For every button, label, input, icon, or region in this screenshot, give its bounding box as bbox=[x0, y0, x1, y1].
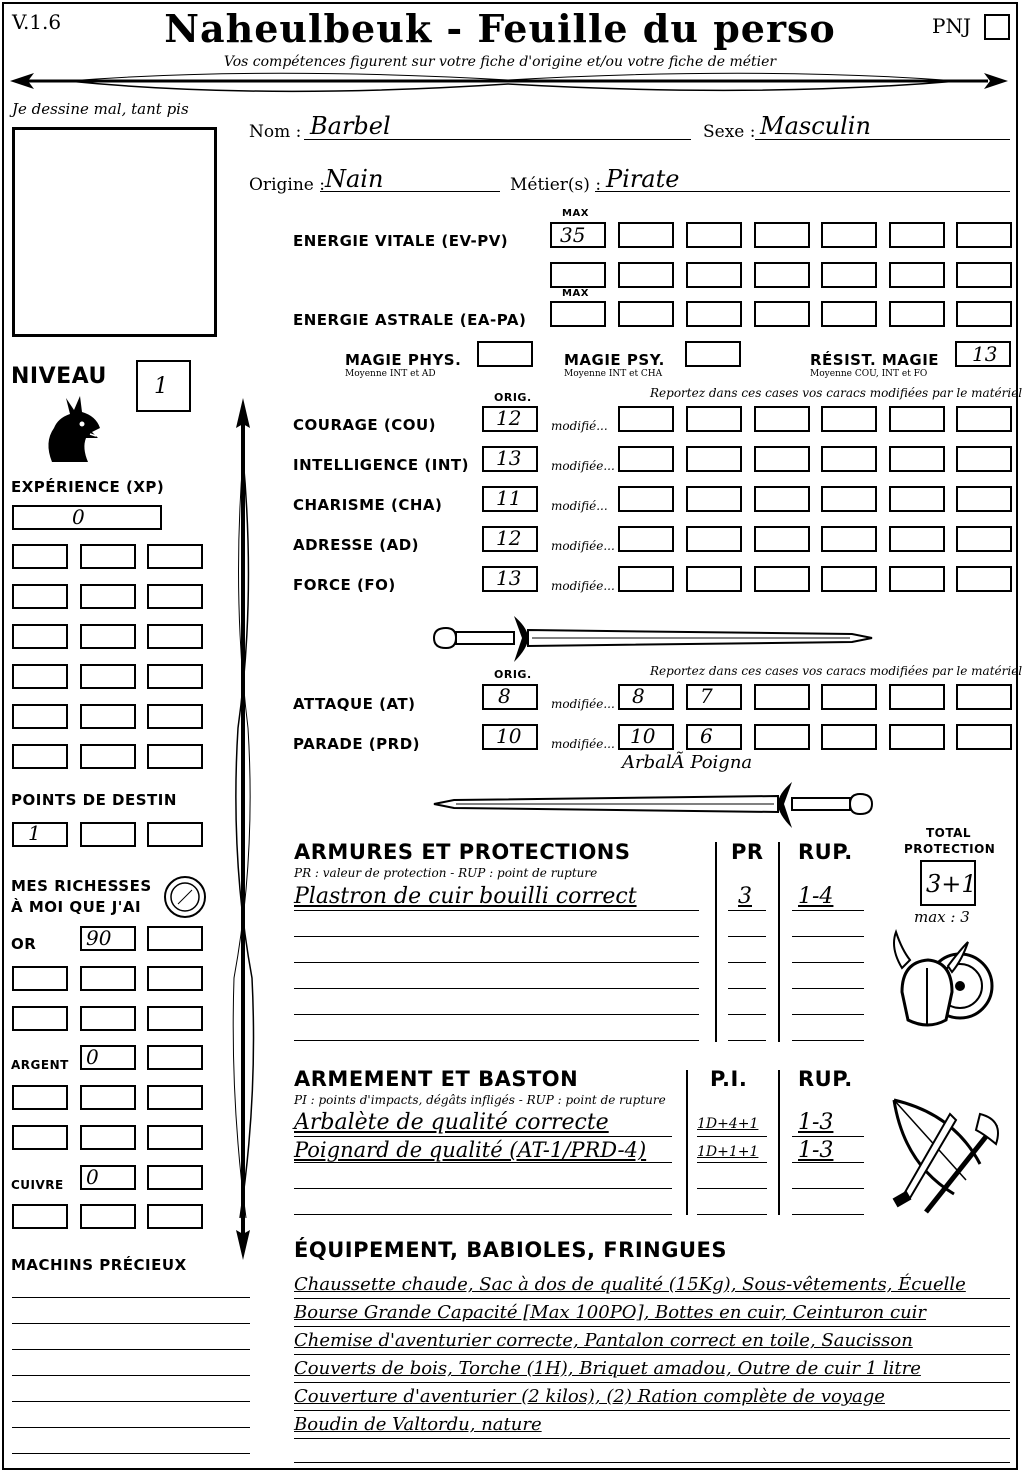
ea-box[interactable] bbox=[889, 301, 945, 327]
stat-mod-label: modifiée... bbox=[551, 459, 615, 473]
armement-title: ARMEMENT ET BASTON bbox=[294, 1067, 579, 1091]
armure-pr-line[interactable] bbox=[728, 1014, 766, 1015]
cuivre-box[interactable] bbox=[80, 1204, 136, 1229]
argent-value: 0 bbox=[86, 1045, 99, 1069]
ev-box[interactable] bbox=[821, 262, 877, 288]
stat-mod-box[interactable] bbox=[821, 566, 877, 592]
xp-box[interactable] bbox=[80, 664, 136, 689]
argent-label: ARGENT bbox=[11, 1058, 69, 1072]
armure-pr-line[interactable] bbox=[728, 1040, 766, 1041]
xp-box[interactable] bbox=[147, 704, 203, 729]
armure-note: PR : valeur de protection - RUP : point de rupture bbox=[294, 866, 598, 880]
armure-line[interactable] bbox=[294, 1040, 699, 1041]
combat-mod-box[interactable] bbox=[754, 684, 810, 710]
armement-pi-header: P.I. bbox=[710, 1067, 748, 1091]
cuivre-value: 0 bbox=[86, 1165, 99, 1189]
stat-label: FORCE (FO) bbox=[293, 576, 396, 594]
ea-box[interactable] bbox=[821, 301, 877, 327]
combat-mod-box[interactable] bbox=[618, 684, 674, 710]
stat-mod-box[interactable] bbox=[754, 486, 810, 512]
stats-note: Reportez dans ces cases vos caracs modifiées par le matériel bbox=[650, 386, 1023, 400]
stat-value: 13 bbox=[496, 446, 522, 470]
armement-col-divider bbox=[778, 1070, 780, 1215]
stat-value: 12 bbox=[496, 526, 522, 550]
portrait-caption: Je dessine mal, tant pis bbox=[12, 100, 189, 118]
prd-mod-value-2: 6 bbox=[700, 724, 713, 748]
armure-pr-line[interactable] bbox=[728, 910, 766, 911]
machins-line[interactable] bbox=[12, 1323, 250, 1324]
stat-mod-box[interactable] bbox=[754, 566, 810, 592]
magie-psy-label: MAGIE PSY. bbox=[564, 351, 665, 369]
portrait-box[interactable] bbox=[12, 127, 217, 337]
stat-mod-box[interactable] bbox=[686, 526, 742, 552]
prd-value: 10 bbox=[496, 724, 522, 748]
stat-mod-box[interactable] bbox=[686, 446, 742, 472]
ev-box[interactable] bbox=[821, 222, 877, 248]
armement-row-name[interactable]: Poignard de qualité (AT-1/PRD-4) bbox=[294, 1138, 647, 1162]
stat-mod-box[interactable] bbox=[686, 486, 742, 512]
xp-box[interactable] bbox=[80, 624, 136, 649]
armure-line[interactable] bbox=[294, 962, 699, 963]
equipement-underline[interactable] bbox=[294, 1438, 1010, 1439]
cuivre-label: CUIVRE bbox=[11, 1178, 64, 1192]
combat-orig-label: ORIG. bbox=[494, 668, 532, 681]
stat-label: ADRESSE (AD) bbox=[293, 536, 420, 554]
combat-mod-box[interactable] bbox=[956, 684, 1012, 710]
armure-col-divider bbox=[715, 842, 717, 1042]
combat-mod-box[interactable] bbox=[686, 724, 742, 750]
magie-psy-note: Moyenne INT et CHA bbox=[564, 369, 663, 379]
stat-mod-box[interactable] bbox=[956, 526, 1012, 552]
argent-box[interactable] bbox=[12, 1125, 68, 1150]
equipement-underline[interactable] bbox=[294, 1326, 1010, 1327]
armement-pi-line[interactable] bbox=[697, 1214, 767, 1215]
combat-mod-box[interactable] bbox=[956, 724, 1012, 750]
magie-phys-note: Moyenne INT et AD bbox=[345, 369, 436, 379]
xp-box[interactable] bbox=[80, 544, 136, 569]
armure-line[interactable] bbox=[294, 1014, 699, 1015]
armure-pr-line[interactable] bbox=[728, 936, 766, 937]
argent-box[interactable] bbox=[80, 1125, 136, 1150]
armure-line[interactable] bbox=[294, 910, 699, 911]
equipement-line[interactable]: Chaussette chaude, Sac à dos de qualité (15Kg), Sous-vêtements, Écuelle bbox=[294, 1274, 966, 1295]
armement-rup-line[interactable] bbox=[792, 1188, 864, 1189]
stat-mod-box[interactable] bbox=[618, 406, 674, 432]
xp-box[interactable] bbox=[147, 624, 203, 649]
armure-rup-header: RUP. bbox=[798, 840, 853, 864]
armement-line[interactable] bbox=[294, 1188, 672, 1189]
at-label: ATTAQUE (AT) bbox=[293, 695, 416, 713]
ev-box[interactable] bbox=[956, 222, 1012, 248]
ea-box[interactable] bbox=[956, 301, 1012, 327]
combat-mod-box[interactable] bbox=[821, 724, 877, 750]
equipement-underline[interactable] bbox=[294, 1382, 1010, 1383]
combat-mod-box[interactable] bbox=[889, 724, 945, 750]
stat-mod-box[interactable] bbox=[618, 486, 674, 512]
or-box[interactable] bbox=[80, 1006, 136, 1031]
argent-box[interactable] bbox=[80, 1085, 136, 1110]
armure-pr-header: PR bbox=[731, 840, 764, 864]
or-value: 90 bbox=[86, 926, 112, 950]
equipement-underline[interactable] bbox=[294, 1410, 1010, 1411]
xp-box[interactable] bbox=[147, 664, 203, 689]
stat-mod-box[interactable] bbox=[889, 566, 945, 592]
armement-rup-line[interactable] bbox=[792, 1136, 864, 1137]
combat-mod-box[interactable] bbox=[821, 684, 877, 710]
origine-underline bbox=[320, 191, 500, 192]
equipement-underline[interactable] bbox=[294, 1462, 1010, 1463]
stat-mod-box[interactable] bbox=[754, 526, 810, 552]
richesses-label-1: MES RICHESSES bbox=[11, 877, 152, 895]
machins-line[interactable] bbox=[12, 1349, 250, 1350]
sword-icon bbox=[432, 778, 874, 832]
xp-box[interactable] bbox=[147, 744, 203, 769]
total-protection-value: 3+1 bbox=[926, 870, 977, 898]
armure-rup-line[interactable] bbox=[792, 910, 864, 911]
or-label: OR bbox=[11, 935, 37, 953]
xp-box[interactable] bbox=[80, 744, 136, 769]
version-label: V.1.6 bbox=[12, 10, 62, 34]
dragon-icon bbox=[40, 392, 106, 464]
equipement-line[interactable]: Couverture d'aventurier (2 kilos), (2) Ration complète de voyage bbox=[294, 1386, 885, 1407]
ea-box[interactable] bbox=[686, 301, 742, 327]
xp-box[interactable] bbox=[12, 664, 68, 689]
armement-row-pi[interactable]: 1D+1+1 bbox=[697, 1144, 759, 1160]
stat-mod-box[interactable] bbox=[686, 566, 742, 592]
or-box[interactable] bbox=[147, 926, 203, 951]
combat-note: Reportez dans ces cases vos caracs modifiées par le matériel bbox=[650, 664, 1023, 678]
equipement-line[interactable]: Boudin de Valtordu, nature bbox=[294, 1414, 542, 1435]
stat-mod-box[interactable] bbox=[956, 406, 1012, 432]
stat-mod-box[interactable] bbox=[956, 566, 1012, 592]
niveau-value: 1 bbox=[154, 374, 168, 399]
stat-mod-box[interactable] bbox=[821, 526, 877, 552]
armement-pi-line[interactable] bbox=[697, 1188, 767, 1189]
ev-label: ENERGIE VITALE (EV-PV) bbox=[293, 232, 509, 250]
ev-box[interactable] bbox=[889, 222, 945, 248]
magie-psy-box[interactable] bbox=[685, 341, 741, 367]
stat-mod-box[interactable] bbox=[618, 446, 674, 472]
ev-box[interactable] bbox=[754, 222, 810, 248]
pnj-label: PNJ bbox=[932, 14, 971, 38]
destin-label: POINTS DE DESTIN bbox=[11, 791, 177, 809]
ev-box[interactable] bbox=[686, 262, 742, 288]
armement-pi-line[interactable] bbox=[697, 1162, 767, 1163]
at-value: 8 bbox=[498, 684, 511, 708]
stat-value: 13 bbox=[496, 566, 522, 590]
total-protection-label-2: PROTECTION bbox=[904, 842, 996, 856]
stat-mod-box[interactable] bbox=[889, 446, 945, 472]
armement-row-rup[interactable]: 1-3 bbox=[798, 1138, 834, 1163]
nom-value[interactable]: Barbel bbox=[310, 112, 391, 140]
page-subtitle: Vos compétences figurent sur votre fiche d'origine et/ou votre fiche de métier bbox=[223, 54, 777, 70]
xp-box[interactable] bbox=[12, 544, 68, 569]
stat-label: COURAGE (COU) bbox=[293, 416, 437, 434]
stat-mod-box[interactable] bbox=[889, 406, 945, 432]
sexe-value[interactable]: Masculin bbox=[760, 112, 871, 140]
ev-max-label: MAX bbox=[562, 208, 589, 219]
equipement-underline[interactable] bbox=[294, 1354, 1010, 1355]
equipement-title: ÉQUIPEMENT, BABIOLES, FRINGUES bbox=[294, 1238, 727, 1262]
armement-line[interactable] bbox=[294, 1162, 672, 1163]
metier-value[interactable]: Pirate bbox=[606, 165, 680, 193]
destin-box[interactable] bbox=[80, 822, 136, 847]
magie-phys-box[interactable] bbox=[477, 341, 533, 367]
xp-box[interactable] bbox=[12, 704, 68, 729]
armure-rup-line[interactable] bbox=[792, 962, 864, 963]
spear-icon bbox=[228, 398, 258, 1260]
stat-value: 11 bbox=[496, 486, 522, 510]
armement-rup-header: RUP. bbox=[798, 1067, 853, 1091]
machins-line[interactable] bbox=[12, 1297, 250, 1298]
richesses-label-2: À MOI QUE J'AI bbox=[11, 898, 142, 916]
stat-label: INTELLIGENCE (INT) bbox=[293, 456, 469, 474]
or-box[interactable] bbox=[12, 1006, 68, 1031]
destin-box[interactable] bbox=[147, 822, 203, 847]
armure-pr-line[interactable] bbox=[728, 988, 766, 989]
niveau-label: NIVEAU bbox=[11, 364, 107, 389]
xp-box[interactable] bbox=[80, 584, 136, 609]
equipement-line[interactable]: Chemise d'aventurier correcte, Pantalon correct en toile, Saucisson bbox=[294, 1330, 913, 1351]
ev-box[interactable] bbox=[686, 222, 742, 248]
magie-phys-label: MAGIE PHYS. bbox=[345, 351, 462, 369]
nom-label: Nom : bbox=[249, 122, 302, 142]
equipement-underline[interactable] bbox=[294, 1298, 1010, 1299]
prd-label: PARADE (PRD) bbox=[293, 735, 421, 753]
stat-mod-box[interactable] bbox=[754, 446, 810, 472]
armure-line[interactable] bbox=[294, 988, 699, 989]
sword-icon bbox=[432, 612, 874, 666]
armement-rup-line[interactable] bbox=[792, 1162, 864, 1163]
armure-rup-line[interactable] bbox=[792, 1040, 864, 1041]
ev-box[interactable] bbox=[889, 262, 945, 288]
at-mod-value-1: 8 bbox=[632, 684, 645, 708]
ev-box[interactable] bbox=[550, 262, 606, 288]
stat-mod-box[interactable] bbox=[956, 486, 1012, 512]
armement-col-divider bbox=[686, 1070, 688, 1215]
helmet-shield-icon bbox=[888, 928, 1000, 1036]
argent-box[interactable] bbox=[147, 1125, 203, 1150]
page-title: Naheulbeuk - Feuille du perso bbox=[164, 6, 836, 51]
xp-box[interactable] bbox=[147, 544, 203, 569]
argent-box[interactable] bbox=[12, 1085, 68, 1110]
xp-label: EXPÉRIENCE (XP) bbox=[11, 478, 165, 496]
xp-box[interactable] bbox=[80, 704, 136, 729]
armement-rup-line[interactable] bbox=[792, 1214, 864, 1215]
pnj-checkbox[interactable] bbox=[984, 14, 1010, 40]
destin-value: 1 bbox=[28, 821, 41, 845]
header-spear-icon bbox=[8, 68, 1010, 98]
armure-line[interactable] bbox=[294, 936, 699, 937]
stat-mod-box[interactable] bbox=[821, 406, 877, 432]
machins-line[interactable] bbox=[12, 1453, 250, 1454]
at-mod-label: modifiée... bbox=[551, 697, 615, 711]
combat-mod-box[interactable] bbox=[889, 684, 945, 710]
ev-max-value: 35 bbox=[560, 223, 586, 247]
total-protection-label-1: TOTAL bbox=[926, 826, 972, 840]
stat-mod-box[interactable] bbox=[889, 526, 945, 552]
metier-underline bbox=[595, 191, 1010, 192]
armure-rup-line[interactable] bbox=[792, 988, 864, 989]
stat-mod-label: modifié... bbox=[551, 419, 608, 433]
stat-mod-label: modifié... bbox=[551, 499, 608, 513]
armure-rup-line[interactable] bbox=[792, 1014, 864, 1015]
cuivre-box[interactable] bbox=[12, 1204, 68, 1229]
ea-max-box[interactable] bbox=[550, 301, 606, 327]
ev-box[interactable] bbox=[618, 262, 674, 288]
machins-line[interactable] bbox=[12, 1427, 250, 1428]
argent-box[interactable] bbox=[147, 1045, 203, 1070]
armement-row-name[interactable]: Arbalète de qualité correcte bbox=[294, 1110, 609, 1135]
ev-box[interactable] bbox=[618, 222, 674, 248]
ea-max-label: MAX bbox=[562, 288, 589, 299]
xp-box[interactable] bbox=[12, 624, 68, 649]
prd-mod-value-1: 10 bbox=[630, 724, 656, 748]
armure-row-rup[interactable]: 1-4 bbox=[798, 884, 834, 909]
machins-line[interactable] bbox=[12, 1401, 250, 1402]
at-mod-value-2: 7 bbox=[700, 684, 713, 708]
stat-mod-box[interactable] bbox=[889, 486, 945, 512]
ea-box[interactable] bbox=[618, 301, 674, 327]
ev-box[interactable] bbox=[754, 262, 810, 288]
origine-label: Origine : bbox=[249, 175, 325, 195]
equipement-line[interactable]: Bourse Grande Capacité [Max 100PO], Bottes en cuir, Ceinturon cuir bbox=[294, 1302, 927, 1323]
stat-mod-box[interactable] bbox=[686, 406, 742, 432]
xp-box[interactable] bbox=[147, 584, 203, 609]
resist-magie-note: Moyenne COU, INT et FO bbox=[810, 369, 928, 379]
sexe-underline bbox=[755, 139, 1010, 140]
cuivre-box[interactable] bbox=[147, 1165, 203, 1190]
argent-box[interactable] bbox=[147, 1085, 203, 1110]
combat-mod-box[interactable] bbox=[754, 724, 810, 750]
stats-orig-label: ORIG. bbox=[494, 391, 532, 404]
ev-box[interactable] bbox=[956, 262, 1012, 288]
xp-box[interactable] bbox=[12, 744, 68, 769]
armure-row-pr[interactable]: 3 bbox=[738, 884, 752, 909]
total-max-note: max : 3 bbox=[914, 908, 970, 926]
ea-box[interactable] bbox=[754, 301, 810, 327]
xp-value: 0 bbox=[72, 505, 85, 529]
armure-col-divider bbox=[778, 842, 780, 1042]
armure-row-name[interactable]: Plastron de cuir bouilli correct bbox=[294, 884, 637, 909]
armure-title: ARMURES ET PROTECTIONS bbox=[294, 840, 631, 864]
machins-label: MACHINS PRÉCIEUX bbox=[11, 1256, 187, 1274]
nom-underline bbox=[304, 139, 691, 140]
armement-row-rup[interactable]: 1-3 bbox=[798, 1110, 834, 1135]
or-box[interactable] bbox=[147, 966, 203, 991]
xp-total-box[interactable] bbox=[12, 505, 162, 530]
armement-pi-line[interactable] bbox=[697, 1136, 767, 1137]
machins-line[interactable] bbox=[12, 1375, 250, 1376]
stat-mod-label: modifiée... bbox=[551, 539, 615, 553]
crossed-weapons-icon bbox=[884, 1094, 1008, 1220]
stat-mod-box[interactable] bbox=[618, 566, 674, 592]
or-box[interactable] bbox=[80, 966, 136, 991]
metier-label: Métier(s) : bbox=[510, 175, 602, 195]
or-box[interactable] bbox=[12, 966, 68, 991]
stat-mod-box[interactable] bbox=[754, 406, 810, 432]
armure-rup-line[interactable] bbox=[792, 936, 864, 937]
origine-value[interactable]: Nain bbox=[325, 165, 384, 193]
or-box[interactable] bbox=[147, 1006, 203, 1031]
stat-mod-box[interactable] bbox=[618, 526, 674, 552]
combat-mod-box[interactable] bbox=[686, 684, 742, 710]
weapons-note: ArbalÃ Poigna bbox=[622, 752, 753, 773]
resist-magie-label: RÉSIST. MAGIE bbox=[810, 351, 940, 369]
stat-label: CHARISME (CHA) bbox=[293, 496, 443, 514]
stat-mod-label: modifiée... bbox=[551, 579, 615, 593]
stat-mod-box[interactable] bbox=[821, 486, 877, 512]
coin-icon bbox=[162, 874, 208, 920]
ea-label: ENERGIE ASTRALE (EA-PA) bbox=[293, 311, 527, 329]
armement-note: PI : points d'impacts, dégâts infligés - RUP : point de rupture bbox=[294, 1093, 666, 1107]
armement-row-pi[interactable]: 1D+4+1 bbox=[697, 1116, 759, 1132]
sexe-label: Sexe : bbox=[703, 122, 756, 142]
stat-mod-box[interactable] bbox=[821, 446, 877, 472]
xp-box[interactable] bbox=[12, 584, 68, 609]
resist-magie-value: 13 bbox=[972, 342, 998, 366]
prd-mod-label: modifiée... bbox=[551, 737, 615, 751]
equipement-line[interactable]: Couverts de bois, Torche (1H), Briquet amadou, Outre de cuir 1 litre bbox=[294, 1358, 921, 1379]
armement-line[interactable] bbox=[294, 1136, 672, 1137]
cuivre-box[interactable] bbox=[147, 1204, 203, 1229]
stat-mod-box[interactable] bbox=[956, 446, 1012, 472]
stat-value: 12 bbox=[496, 406, 522, 430]
armure-pr-line[interactable] bbox=[728, 962, 766, 963]
armement-line[interactable] bbox=[294, 1214, 672, 1215]
